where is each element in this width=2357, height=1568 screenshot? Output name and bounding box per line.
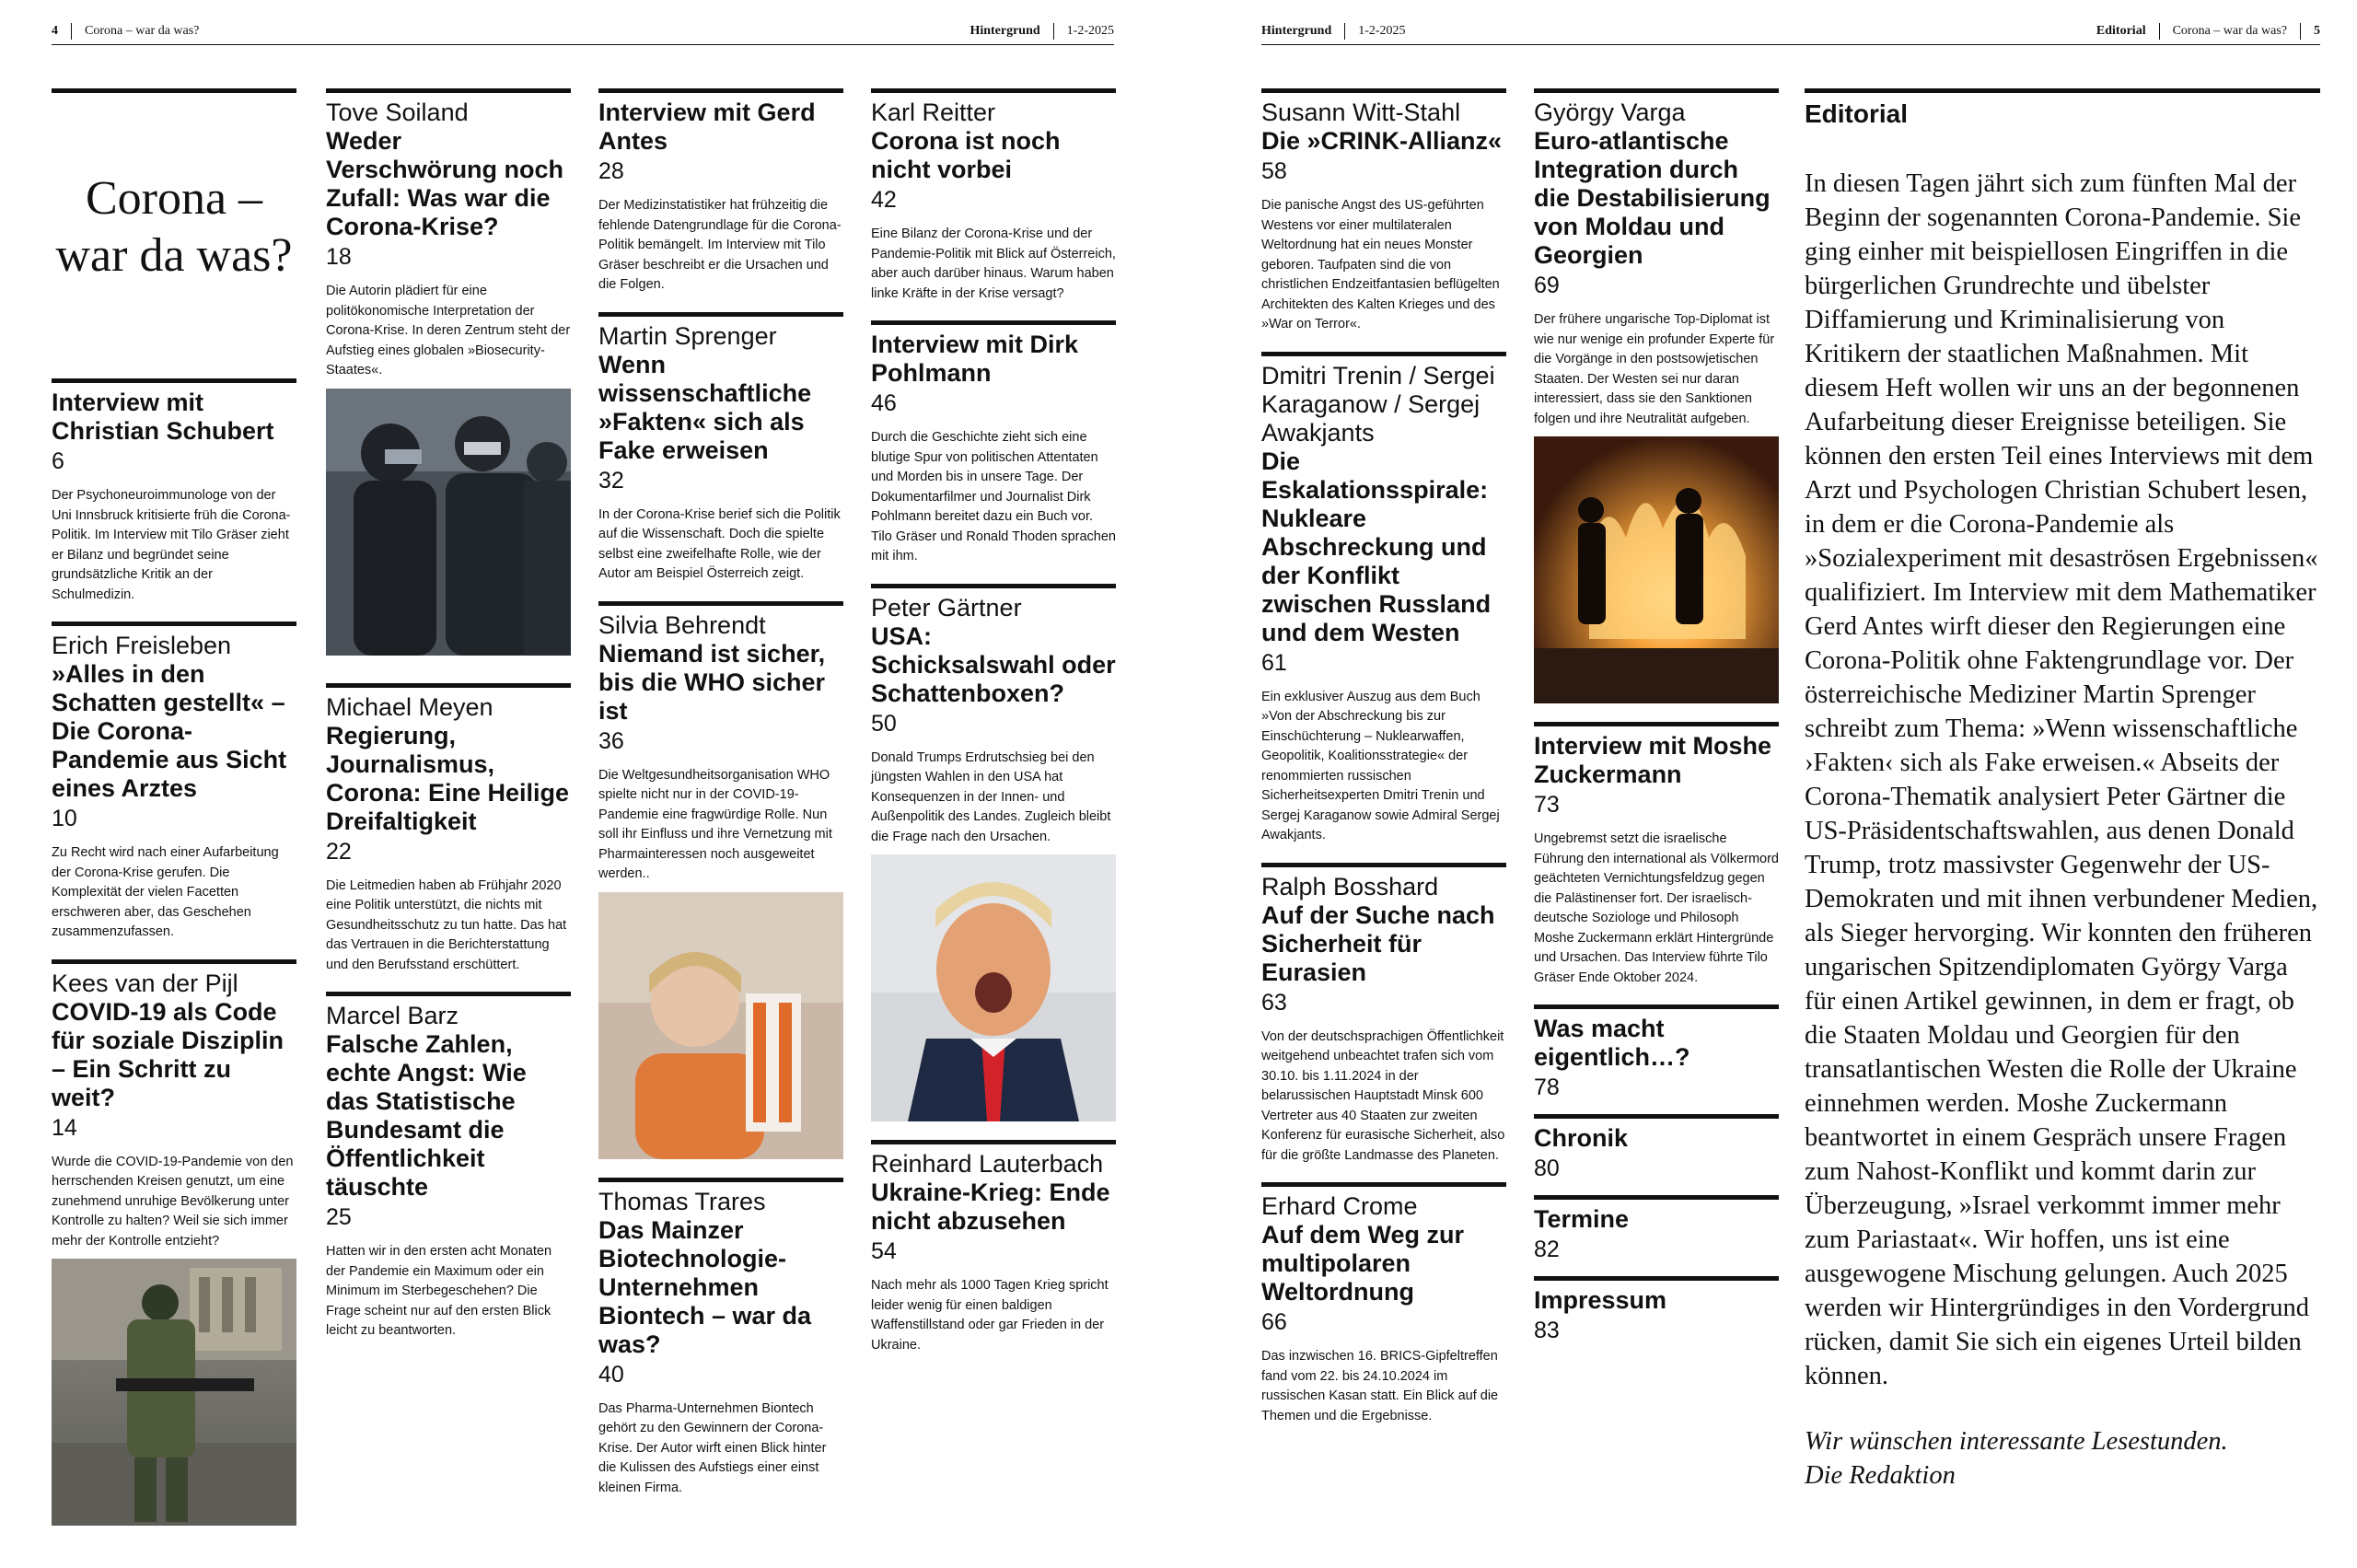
article-author: Susann Witt-Stahl: [1261, 99, 1461, 126]
article-page: 36: [598, 727, 624, 754]
article-title: Was macht eigentlich…?: [1534, 1015, 1690, 1071]
article-author: György Varga: [1534, 99, 1686, 126]
toc-entry[interactable]: [1261, 352, 1506, 846]
toc-entry[interactable]: [1261, 1182, 1506, 1426]
article-title: Auf der Suche nach Sicherheit für Eurasien: [1261, 900, 1495, 986]
article-title: USA: Schicksalswahl oder Schattenboxen?: [871, 621, 1116, 707]
toc-entry[interactable]: [598, 88, 843, 296]
article-title: Weder Verschwörung noch Zufall: Was war die Corona-Krise?: [326, 127, 564, 240]
left-page: [0, 0, 1178, 1568]
riot-police-photo: [326, 389, 571, 656]
article-teaser: In der Corona-Krise berief sich die Politik auf die Wissenschaft. Doch die spielte selbst eine zweifelhafte Rolle, wie der Autor am Beispiel Österreich zeigt.: [598, 506, 841, 581]
editorial-signature: Die Redaktion: [1805, 1461, 1956, 1490]
article-author: Ralph Bosshard: [1261, 872, 1439, 900]
left-running-header: [52, 18, 1114, 44]
article-page: 78: [1534, 1074, 1560, 1100]
toc-entry[interactable]: [52, 621, 296, 943]
article-title: Die »CRINK-Allianz«: [1261, 127, 1503, 155]
toc-column-2: [326, 88, 571, 1358]
article-title: Das Mainzer Biotechnologie-Unternehmen Biontech – war da was?: [598, 1215, 812, 1358]
soldier-photo: [52, 1259, 296, 1526]
article-author: Karl Reitter: [871, 99, 996, 126]
article-page: 46: [871, 390, 897, 416]
article-page: 40: [598, 1361, 624, 1388]
editorial-heading: Editorial: [1805, 99, 1909, 128]
article-page: 69: [1534, 273, 1560, 298]
toc-entry[interactable]: [1261, 863, 1506, 1167]
article-page: 22: [326, 838, 352, 865]
editorial-closing: Wir wünschen interessante Lesestunden.: [1805, 1427, 2228, 1456]
editorial-body: In diesen Tagen jährt sich zum fünften Mal der Beginn der sogenannten Corona-Pandemie. Sie ging einher mit beispiellosen Eingriffen in die bürgerlichen Grundrechte und übelster Diffamierung und Kriminalisierung von Kritikern der staatlichen Maßnahmen. Mit diesem Heft wollen wir uns an der begonnenen Aufarbeitung dieser Ereignisse beteiligen. Sie können den ersten Teil eines Interviews mit dem Arzt und Psychologen Christian Schubert lesen, in dem er die Corona-Pandemie als »Sozialexperiment mit desaströsen Ergebnissen« qualifiziert. Im Interview mit dem Mathematiker Gerd Antes wirft dieser den Regierungen eine Corona-Politik ohne Faktengrundlage vor. Der österreichische Mediziner Martin Sprenger schreibt zum Thema: »Wenn wissenschaftliche ›Fakten‹ sich als Fake erweisen.« Abseits der Corona-Thematik analysiert Peter Gärtner die US-Präsidentschaftswahlen, aus denen Donald Trump, trotz massivster Gegenwehr der US-Demokraten und mit ihnen verbundener Medien, als Sieger hervorging. Wir konnten den früheren ungarischen Spitzendiplomaten György Varga für einen Artikel gewinnen, in dem er fragt, ob die Staaten Moldau und Georgien für den transatlantischen Westen die Rolle der Ukraine einnehmen werden. Moshe Zuckermann beantwortet in einem Gespräch unsere Fragen zum Nahost-Konflikt und kommt darin zur Überzeugung, »Israel verkommt immer mehr zum Pariastaat«. Wir hoffen, uns ist eine ausgewogene Mischung gelungen. Auch 2025 werden wir Hintergründiges in den Vordergrund rücken, damit Sie sich ein eigenes Urteil bilden können.: [1805, 169, 2318, 1390]
toc-entry[interactable]: [598, 312, 843, 585]
article-page: 6: [52, 448, 64, 474]
article-teaser: Ungebremst setzt die israelische Führung den international als Völkermord geächteten Vernichtungsfeldzug gegen die Palästinenser fort. Der israelisch-deutsche Soziologe und Philosoph Moshe Zuckermann erklärt Hintergründe und Ursachen. Das Interview führte Tilo Gräser Ende Oktober 2024.: [1534, 831, 1779, 985]
article-page: 66: [1261, 1309, 1287, 1335]
right-page: [1178, 0, 2357, 1568]
article-author: Martin Sprenger: [598, 321, 777, 350]
article-teaser: Durch die Geschichte zieht sich eine blutige Spur von politischen Attentaten und Morden bis in unsere Tage. Der Dokumentarfilmer und Journalist Dirk Pohlmann bereitet dazu ein Buch vor. Tilo Gräser und Ronald Thoden sprachen mit ihm.: [871, 430, 1116, 563]
article-title: Ukraine-Krieg: Ende nicht abzusehen: [871, 1179, 1110, 1235]
toc-column-3: [598, 88, 843, 1515]
article-teaser: Die Leitmedien haben ab Frühjahr 2020 eine Politik unterstützt, die nichts mit Gesundheitsschutz zu tun hatte. Das hat das Vertrauen in die Berichterstattung und den Berufsstand erschüttert.: [326, 877, 567, 972]
article-page: 25: [326, 1204, 352, 1230]
toc-column-4: [871, 88, 1116, 1372]
article-page: 83: [1534, 1318, 1560, 1343]
toc-column-5: [1261, 88, 1506, 1443]
article-title: Chronik: [1534, 1124, 1629, 1152]
toc-entry[interactable]: [1534, 1276, 1779, 1344]
article-title: Auf dem Weg zur multipolaren Weltordnung: [1261, 1221, 1465, 1306]
article-teaser: Die Weltgesundheitsorganisation WHO spielte nicht nur in der COVID-19-Pandemie eine fragwürdige Rolle. Nun soll ihr Einfluss und ihre Vernetzung mit Pharmainteressen noch ausgeweitet werden..: [598, 767, 832, 881]
article-page: 10: [52, 806, 77, 831]
toc-entry[interactable]: [598, 1178, 843, 1499]
article-teaser: Ein exklusiver Auszug aus dem Buch »Von der Abschreckung bis zur Einschüchterung – Nuklearwaffen, Geopolitik, Koalitionsstrategie« der renommierten russischen Sicherheitsexperten Dmitri Trenin und Sergej Karaganow sowie Admiral Sergej Awakjants.: [1261, 689, 1500, 842]
article-teaser: Der Medizinstatistiker hat frühzeitig die fehlende Datengrundlage für die Corona-Politik bemängelt. Im Interview mit Tilo Gräser beschreibt er die Ursachen und die Folgen.: [598, 198, 842, 292]
article-page: 18: [326, 244, 352, 270]
article-title: Regierung, Journalismus, Corona: Eine Heilige Dreifaltigkeit: [326, 721, 570, 835]
article-page: 28: [598, 158, 624, 184]
left-section-label: Hintergrund: [970, 24, 1040, 38]
article-title: Termine: [1534, 1205, 1630, 1233]
article-title: Interview mit Christian Schubert: [52, 389, 274, 445]
article-author: Marcel Barz: [326, 1002, 459, 1029]
article-teaser: Donald Trumps Erdrutschsieg bei den jüngsten Wahlen in den USA hat Konsequenzen in der Innen- und Außenpolitik des Landes. Zugleich bleibt die Frage nach den Ursachen.: [871, 749, 1111, 844]
right-kind-label: Editorial: [2096, 24, 2146, 38]
article-author: Kees van der Pijl: [52, 969, 238, 997]
article-title: Falsche Zahlen, echte Angst: Wie das Statistische Bundesamt die Öffentlichkeit täuschte: [326, 1030, 527, 1201]
article-teaser: Die panische Angst des US-geführten Westens vor einer multilateralen Weltordnung hat ein neues Monster geboren. Taufpaten sind die von christlichen Endzeitfantasien beflügelten Architekten des Kalten Krieges und des »War on Terror«.: [1261, 198, 1500, 331]
toc-entry[interactable]: [871, 320, 1116, 567]
toc-entry[interactable]: [871, 584, 1116, 848]
article-page: 63: [1261, 989, 1287, 1016]
editorial: [1805, 88, 2320, 1493]
article-page: 73: [1534, 792, 1560, 818]
article-title: Wenn wissenschaftliche »Fakten« sich als Fake erweisen: [598, 350, 812, 464]
article-author: Silvia Behrendt: [598, 610, 766, 639]
article-title: Interview mit Dirk Pohlmann: [871, 331, 1079, 387]
article-author: Dmitri Trenin / Sergei Karaganow / Sergej Awakjants: [1261, 361, 1495, 447]
burning-barricade-photo: [1534, 436, 1779, 703]
merkel-photo: [598, 892, 843, 1159]
toc-entry[interactable]: [1261, 88, 1506, 335]
toc-entry[interactable]: [1534, 1195, 1779, 1263]
right-section-label: Hintergrund: [1261, 24, 1332, 38]
toc-entry[interactable]: [1534, 722, 1779, 988]
article-title: Niemand ist sicher, bis die WHO sicher ist: [598, 639, 826, 725]
article-author: Peter Gärtner: [871, 593, 1022, 621]
left-page-number: 4: [52, 24, 58, 38]
toc-entry[interactable]: [871, 1140, 1116, 1355]
toc-entry[interactable]: [326, 683, 571, 976]
article-teaser: Hatten wir in den ersten acht Monaten der Pandemie ein Maximum oder ein Minimum im Sterbegeschehen? Die Frage scheint nur auf den ersten Blick leicht zu beantworten.: [326, 1244, 552, 1338]
toc-entry[interactable]: [52, 378, 296, 605]
article-teaser: Nach mehr als 1000 Tagen Krieg spricht leider wenig für einen baldigen Waffenstillstand oder gar Frieden in der Ukraine.: [871, 1278, 1109, 1353]
article-page: 54: [871, 1238, 897, 1264]
article-page: 32: [598, 467, 624, 494]
article-teaser: Der frühere ungarische Top-Diplomat ist wie nur wenige ein profunder Experte für die Vorgänge in den postsowjetischen Staaten. Der Westen sei nur daran interessiert, dass sie den Sanktionen folgen und ihre Neutralität aufgeben.: [1534, 312, 1775, 426]
article-page: 50: [871, 710, 897, 737]
article-teaser: Von der deutschsprachigen Öffentlichkeit weitgehend unbeachtet trafen sich vom 30.10. bis 1.11.2024 in der belarussischen Hauptstadt Minsk 600 Vertreter aus 40 Staaten zur zweiten Konferenz für eurasische Sicherheit, also für die größte Landmasse des Planeten.: [1261, 1028, 1505, 1163]
article-author: Erhard Crome: [1261, 1192, 1418, 1220]
article-title: Interview mit Gerd Antes: [598, 99, 816, 155]
toc-entry[interactable]: [1534, 88, 1779, 429]
article-page: 80: [1534, 1156, 1560, 1181]
toc-entry[interactable]: [871, 88, 1116, 304]
toc-column-1: [52, 88, 296, 1526]
right-page-number: 5: [2314, 24, 2320, 38]
article-author: Reinhard Lauterbach: [871, 1150, 1104, 1178]
article-page: 58: [1261, 158, 1287, 184]
right-running-header: [1261, 18, 2320, 44]
left-running-title: Corona – war da was?: [85, 24, 200, 38]
article-title: Corona ist noch nicht vorbei: [871, 127, 1061, 183]
article-title: Impressum: [1534, 1286, 1667, 1314]
article-teaser: Zu Recht wird nach einer Aufarbeitung der Corona-Krise gerufen. Die Komplexität der vielen Facetten erschweren aber, das Geschehen zusammenzufassen.: [52, 845, 279, 939]
article-teaser: Der Psychoneuroimmunologe von der Uni Innsbruck kritisierte früh die Corona-Politik. Im Interview mit Tilo Gräser zieht er Bilanz und begründet seine grundsätzliche Kritik an der Schulmedizin.: [52, 488, 291, 602]
toc-entry[interactable]: [326, 88, 571, 381]
right-running-title: Corona – war da was?: [2172, 24, 2287, 38]
toc-entry[interactable]: [598, 601, 843, 885]
article-teaser: Das Pharma-Unternehmen Biontech gehört zu den Gewinnern der Corona-Krise. Der Autor wirft einen Blick hinter die Kulissen des Aufstiegs einer einst kleinen Firma.: [598, 1400, 827, 1495]
article-teaser: Das inzwischen 16. BRICS-Gipfeltreffen fand vom 22. bis 24.10.2024 im russischen Kasan statt. Ein Blick auf die Themen und die Ergebnisse.: [1261, 1349, 1499, 1423]
article-title: Die Eskalationsspirale: Nukleare Abschreckung und der Konflikt zwischen Russland und dem Westen: [1261, 447, 1492, 646]
toc-entry[interactable]: [326, 992, 571, 1342]
toc-entry[interactable]: [52, 959, 296, 1252]
toc-entry[interactable]: [1534, 1114, 1779, 1182]
article-author: Tove Soiland: [326, 99, 469, 126]
article-page: 42: [871, 187, 897, 213]
trump-photo: [871, 854, 1116, 1121]
article-teaser: Die Autorin plädiert für eine politökonomische Interpretation der Corona-Krise. In deren Zentrum steht der Aufstieg eines globalen »Biosecurity-Staates«.: [326, 284, 571, 377]
article-author: Thomas Trares: [598, 1187, 766, 1215]
article-page: 82: [1534, 1237, 1560, 1262]
right-issue-date: 1-2-2025: [1358, 24, 1406, 38]
article-title: Interview mit Moshe Zuckermann: [1534, 732, 1772, 788]
article-title: »Alles in den Schatten gestellt« – Die Corona-Pandemie aus Sicht eines Arztes: [52, 660, 287, 802]
article-title: Euro-atlantische Integration durch die Destabilisierung von Moldau und Georgien: [1534, 127, 1771, 269]
article-title: COVID-19 als Code für soziale Disziplin – Ein Schritt zu weit?: [52, 997, 284, 1111]
left-issue-date: 1-2-2025: [1066, 24, 1114, 38]
article-author: Erich Freisleben: [52, 632, 232, 659]
article-teaser: Eine Bilanz der Corona-Krise und der Pandemie-Politik mit Blick auf Österreich, aber auch darüber hinaus. Warum haben linke Kräfte in der Krise versagt?: [871, 226, 1116, 301]
article-page: 61: [1261, 649, 1287, 676]
toc-entry[interactable]: [1534, 1005, 1779, 1101]
article-page: 14: [52, 1114, 77, 1141]
article-author: Michael Meyen: [326, 692, 493, 721]
toc-column-6: [1534, 88, 1779, 1361]
article-teaser: Wurde die COVID-19-Pandemie von den herrschenden Kreisen genutzt, um eine zunehmend unruhige Bevölkerung unter Kontrolle zu halten? Weil sie sich immer mehr der Kontrolle entzieht?: [52, 1154, 294, 1249]
cover-title: Corona – war da was?: [55, 172, 293, 282]
